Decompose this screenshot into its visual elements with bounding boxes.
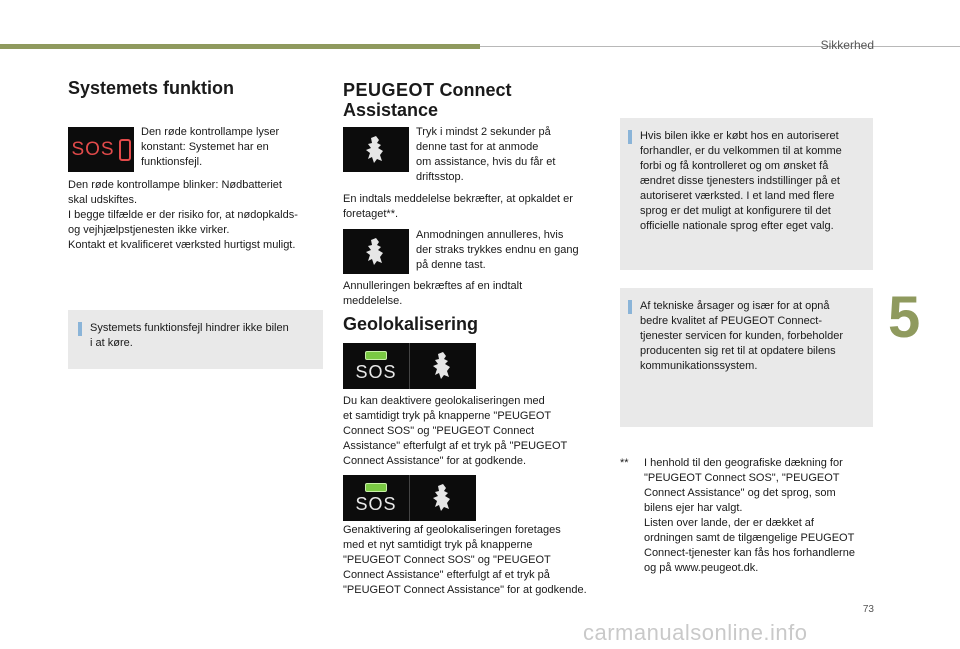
page-number: 73	[862, 604, 874, 615]
header-accent-rule	[0, 44, 480, 49]
section-title-geolocation: Geolokalisering	[343, 314, 479, 334]
lamp-description: Den røde kontrollampe lyser konstant: Systemet har en funktionsfejl.	[141, 126, 280, 168]
sos-and-assistance-buttons-icon-2	[343, 475, 476, 521]
peugeot-lion-button-icon	[343, 127, 409, 172]
assistance-button-icon	[409, 475, 476, 521]
lion-icon	[430, 351, 456, 381]
watermark-text: carmanualsonline.info	[583, 620, 808, 645]
info-box-dealer: Hvis bilen ikke er købt hos en autoriseret forhandler, er du velkommen til at komme forbi og få kontrolleret og om ønsket få ændret disse tjenesters indstillinger på et autoriseret værksted. I et land med flere sprog er det muligt at konfigurere til det officielle nationale sprog efter eget valg.	[620, 118, 873, 270]
peugeot-lion-button-icon-2	[343, 229, 409, 274]
header-divider	[480, 46, 960, 47]
section-label: Sikkerhed	[820, 38, 874, 52]
green-led-icon	[365, 483, 387, 492]
sos-and-assistance-buttons-icon	[343, 343, 476, 389]
cancel-confirmation-text: Annulleringen bekræftes af en indtalt meddelelse.	[343, 280, 523, 307]
chapter-number: 5	[888, 285, 921, 350]
reactivate-description: Genaktivering af geolokaliseringen foretages med et nyt samtidigt tryk på knapperne "PEUGEOT Connect SOS" og "PEUGEOT Connect Assistance" efterfulgt af et tryk på "PEUGEOT Connect Assistance" for at godkende.	[343, 524, 587, 596]
lion-icon	[363, 135, 389, 165]
sos-red-lamp-icon	[68, 127, 134, 172]
press-description: Tryk i mindst 2 sekunder på denne tast for at anmode om assistance, hvis du får et driftsstop.	[416, 126, 556, 183]
sos-button-icon: SOS	[343, 343, 409, 389]
cancel-description: Anmodningen annulleres, hvis der straks trykkes endnu en gang på denne tast.	[416, 229, 579, 271]
section-title-system-function: Systemets funktion	[68, 78, 235, 98]
info-icon	[78, 322, 82, 336]
sos-button-icon: SOS	[343, 475, 409, 521]
lion-icon	[430, 483, 456, 513]
info-icon	[628, 130, 632, 144]
warning-lamp-icon	[119, 139, 131, 161]
info-icon	[628, 300, 632, 314]
voice-confirmation-text: En indtals meddelelse bekræfter, at opkaldet er foretaget**.	[343, 193, 573, 220]
lion-icon	[363, 237, 389, 267]
info-box-technical: Af tekniske årsager og især for at opnå bedre kvalitet af PEUGEOT Connect- tjenester servicen for kunden, forbeholder producenten sig ret til at opdatere bilens kommunikationssystem.	[620, 288, 873, 427]
section-title-connect-assistance: PEUGEOT Connect Assistance	[343, 80, 512, 120]
deactivate-description: Du kan deaktivere geolokaliseringen med et samtidigt tryk på knapperne "PEUGEOT Connect SOS" og "PEUGEOT Connect Assistance" efterfulgt af et tryk på "PEUGEOT Connect Assistance" for at godkende.	[343, 395, 568, 467]
footnote-marker: **	[620, 457, 629, 469]
green-led-icon	[365, 351, 387, 360]
sos-icon-label: SOS	[71, 138, 115, 160]
info-box-malfunction: Systemets funktionsfejl hindrer ikke bilen i at køre.	[68, 310, 323, 369]
footnote-text: I henhold til den geografiske dækning for "PEUGEOT Connect SOS", "PEUGEOT Connect Assistance" og det sprog, som bilens ejer har valgt. Listen over lande, der er dækket af ordningen samt de tilgængelige PEUGEOT Connect-tjenester kan fås hos forhandlerne og på www.peugeot.dk.	[644, 457, 855, 574]
blink-description: Den røde kontrollampe blinker: Nødbatteriet skal udskiftes. I begge tilfælde er der risiko for, at nødopkalds- og vejhjælpstjenesten ikke virker. Kontakt et kvalificeret værksted hurtigst muligt.	[68, 179, 298, 251]
assistance-button-icon	[409, 343, 476, 389]
